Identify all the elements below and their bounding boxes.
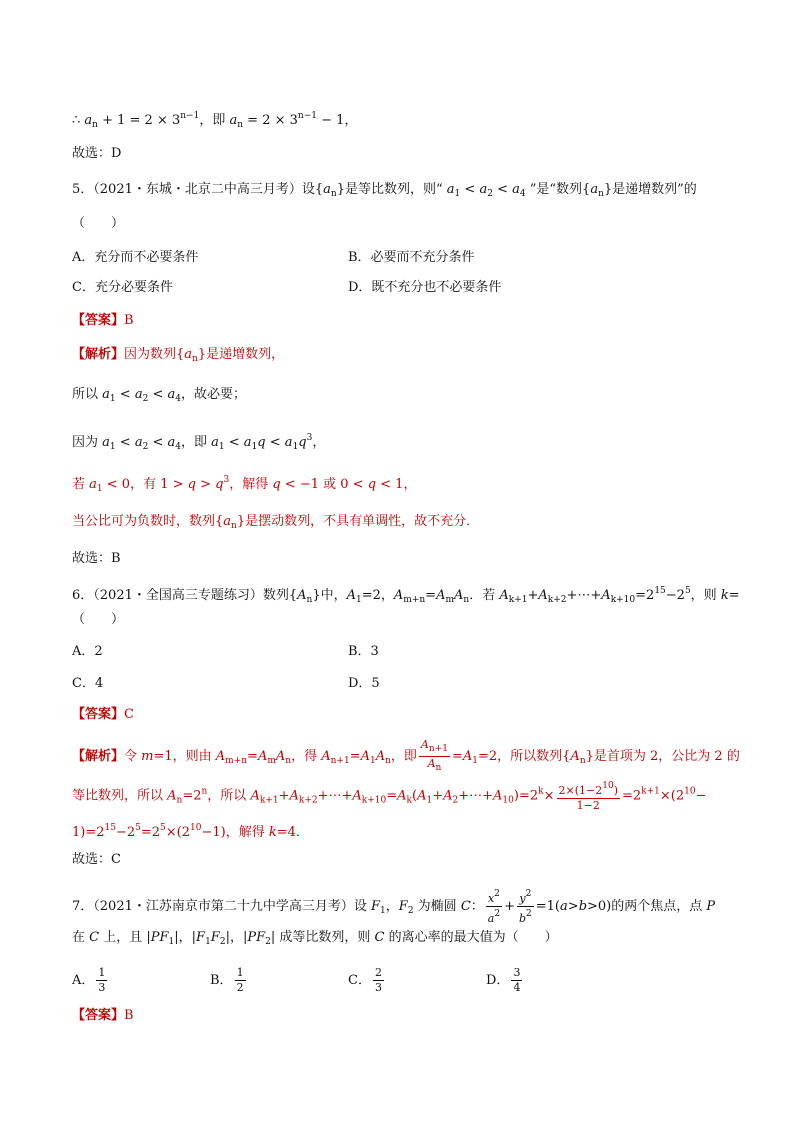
q5-answer — [72, 311, 134, 331]
q5-option-a: A．充分而不必要条件 — [72, 250, 199, 265]
q6-option-a: A．2 — [72, 644, 103, 659]
q6-analysis-1: 【解析】令 m=1，则由 $A_{m+n}=A_mA_n$，得 $A_{n+1}=A_1A_n$，即 $\frac{A_{n+1}}{A_n}$ $=A_1=2$，所以数列$\{A_n\}$是首项为 2，公比为 2 的 — [72, 738, 740, 773]
q5-analysis-2: 所以 $a_1 < a_2 < a_4$，故必要； — [72, 387, 246, 404]
q6-analysis-2: 等比数列，所以 $A_n=2^n$，所以 $A_{k+1}+A_{k+2}+\cdots+A_{k+10}=A_k(A_1+A_2+\cdots+A_{10})=2^k\times$ $\frac{2\times(1-2^{10})}{1-2}$ $=2^{k+1}\times(2^{10}-$ — [72, 781, 707, 812]
q6-analysis-3: $1)=2^{15}-2^5=2^5\times(2^{10}-1)$，解得 k=4． — [72, 823, 309, 840]
answer-value: B — [124, 313, 134, 328]
answer-value: B — [124, 1008, 134, 1023]
q6-paren: （ ） — [72, 612, 125, 627]
q7-option-d: D． $\frac{3}{4}$ — [486, 966, 521, 994]
q5-analysis-1: 【解析】因为数列$\{a_n\}$是递增数列， — [72, 347, 285, 364]
choose-d: 故选：D — [72, 146, 122, 161]
q5-choose: 故选：B — [72, 551, 121, 566]
analysis-tag: 【解析】 — [72, 749, 125, 764]
q6-option-c: C．4 — [72, 676, 104, 691]
answer-tag: 【答案】 — [72, 1008, 125, 1023]
q6-stem: 6．（2021・全国高三专题练习）数列$\{A_n\}$中，$A_1=2$，$A_{m+n}=A_mA_n$．若 $A_{k+1}+A_{k+2}+\cdots+A_{k+10}=2^{15}-2^5$，则 k= — [72, 586, 740, 605]
fraction: $\frac{2\times(1-2^{10})}{1-2}$ — [558, 781, 618, 812]
q5-analysis-3: 因为 $a_1 < a_2 < a_4$，即 $a_1 < a_1q < a_1q^3$， — [72, 433, 326, 452]
q7-option-b: B． $\frac{1}{2}$ — [210, 966, 244, 994]
q5-option-c: C．充分必要条件 — [72, 280, 173, 295]
q6-answer — [72, 705, 134, 725]
q7-stem-1: 7．（2021・江苏南京市第二十九中学高三月考）设 $F_1$，$F_2$ 为椭圆 C： $\frac{x^2}{a^2}$ + $\frac{y^2}{b^2}$ =1(a>b>0)的两个焦点，点 P — [72, 889, 716, 925]
q6-option-b: B．3 — [348, 644, 379, 659]
q6-choose: 故选：C — [72, 852, 121, 867]
q6-option-d: D．5 — [348, 676, 380, 691]
q5-option-d: D．既不充分也不必要条件 — [348, 280, 502, 295]
q7-option-c: C． $\frac{2}{3}$ — [348, 966, 382, 994]
q5-stem: 5．（2021・东城・北京二中高三月考）设$\{a_n\}$是等比数列，则“ $a_1 < a_2 < a_4$ ”是“数列$\{a_n\}$是递增数列”的 — [72, 182, 697, 199]
q7-answer — [72, 1006, 134, 1026]
answer-value: C — [124, 707, 134, 722]
fraction: $\frac{A_{n+1}}{A_n}$ — [420, 738, 448, 773]
answer-tag: 【答案】 — [72, 707, 125, 722]
formula-line-top: ∴ $a_n + 1 = 2 \times 3^{n-1}$，即 $a_n = 2 \times 3^{n-1} - 1$， — [72, 111, 358, 130]
answer-tag: 【答案】 — [72, 313, 125, 328]
q7-option-a: A． $\frac{1}{3}$ — [72, 966, 106, 994]
analysis-tag: 【解析】 — [72, 347, 125, 362]
q5-option-b: B．必要而不充分条件 — [348, 250, 475, 265]
fraction: $\frac{y^2}{b^2}$ — [518, 889, 532, 925]
q5-analysis-4: 若 $a_1 < 0$，有 $1 > q > q^3$，解得 q < −1 或 0 < q < 1， — [72, 475, 417, 494]
q5-paren: （ ） — [72, 216, 125, 231]
q7-stem-2: 在 C 上，且 $|PF_1|$，$|F_1F_2|$，$|PF_2|$ 成等比数列，则 C 的离心率的最大值为（ ） — [72, 930, 558, 947]
q5-analysis-5: 当公比可为负数时，数列$\{a_n\}$是摆动数列，不具有单调性，故不充分． — [72, 514, 480, 531]
fraction: $\frac{x^2}{a^2}$ — [487, 889, 501, 925]
